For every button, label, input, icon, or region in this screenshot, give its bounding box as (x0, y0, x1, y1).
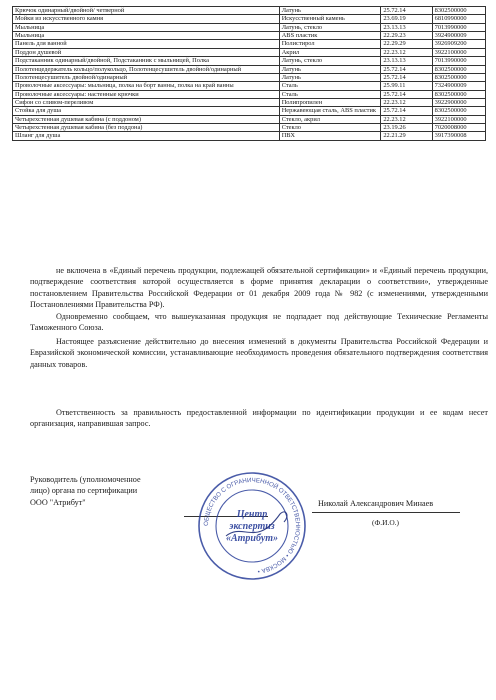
tnved-code-cell: 3922100000 (432, 48, 485, 56)
material-cell: Стекло (279, 124, 381, 132)
material-cell: Сталь (279, 82, 381, 90)
tnved-code-cell: 7013990000 (432, 23, 485, 31)
table-row (13, 23, 486, 31)
okpd-code-cell: 25.99.11 (381, 82, 432, 90)
okpd-code-cell: 22.29.29 (381, 40, 432, 48)
product-name-cell: Шланг для душа (13, 132, 280, 140)
material-cell: Полистирол (279, 40, 381, 48)
products-table (12, 6, 486, 141)
tnved-code-cell: 8302500000 (432, 73, 485, 81)
tnved-code-cell: 7020008000 (432, 124, 485, 132)
product-name-cell: Четырехстенная душевая кабина (с поддоном) (13, 115, 280, 123)
fio-caption: (Ф.И.О.) (372, 518, 399, 527)
name-underline (312, 512, 460, 513)
material-cell: Стекло, акрил (279, 115, 381, 123)
okpd-code-cell: 23.19.26 (381, 124, 432, 132)
product-name-cell: Поддон душевой (13, 48, 280, 56)
material-cell: Акрил (279, 48, 381, 56)
paragraph-validity: Настоящее разъяснение действительно до внесения изменений в документы Правительства Российской Федерации и Евразийской экономической комиссии, устанавливающие необходимость проведения обязательного подтверждения соответствия данных товаров. (30, 337, 488, 369)
stamp-center-text: «Атрибут» (225, 533, 279, 544)
product-name-cell: Сифон со сливом-переливом (13, 98, 280, 106)
signatory-name: Николай Александрович Минаев (318, 499, 434, 508)
okpd-code-cell: 22.29.23 (381, 32, 432, 40)
tnved-code-cell: 3917390008 (432, 132, 485, 140)
tnved-code-cell: 7324900009 (432, 82, 485, 90)
product-name-cell: Панель для ванной (13, 40, 280, 48)
table-row (13, 115, 486, 123)
stamp-center-text: Центр (236, 509, 268, 520)
tnved-code-cell: 6810990000 (432, 15, 485, 23)
material-cell: Латунь, стекло (279, 57, 381, 65)
okpd-code-cell: 25.72.14 (381, 90, 432, 98)
table-row (13, 7, 486, 15)
product-name-cell: Мойки из искусственного камня (13, 15, 280, 23)
stamp-ring-text: ОБЩЕСТВО С ОГРАНИЧЕННОЙ ОТВЕТСТВЕННОСТЬЮ • МОСКВА • (202, 476, 302, 575)
material-cell: Латунь (279, 73, 381, 81)
table-row (13, 57, 486, 65)
product-name-cell: Проволочные аксессуары: мыльница, полка на борт ванны, полка на край ванны (13, 82, 280, 90)
table-row (13, 73, 486, 81)
material-cell: Полипропилен (279, 98, 381, 106)
tnved-code-cell: 8302500000 (432, 65, 485, 73)
table-row (13, 15, 486, 23)
stamp-center-text: экспертиз (229, 521, 275, 532)
okpd-code-cell: 25.72.14 (381, 73, 432, 81)
tnved-code-cell: 3926909200 (432, 40, 485, 48)
okpd-code-cell: 22.23.12 (381, 115, 432, 123)
signatory-role-line: лицо) органа по сертификации (30, 486, 138, 496)
organization-stamp (196, 470, 308, 582)
paragraph-tech-regulations: Одновременно сообщаем, что вышеуказанная продукция не подпадает под действующие Технические Регламенты Таможенного Союза. (30, 312, 488, 333)
product-name-cell: Полотенцесушитель двойной/одинарный (13, 73, 280, 81)
material-cell: Латунь (279, 7, 381, 15)
product-name-cell: Подстаканник одинарный/двойной, Подстаканник с мыльницей, Полка (13, 57, 280, 65)
tnved-code-cell: 3922900000 (432, 98, 485, 106)
product-name-cell: Мыльница (13, 32, 280, 40)
material-cell: Нержавеющая сталь, ABS пластик (279, 107, 381, 115)
table-row (13, 82, 486, 90)
table-row (13, 132, 486, 140)
table-row (13, 90, 486, 98)
table-row (13, 98, 486, 106)
material-cell: Искусственный камень (279, 15, 381, 23)
material-cell: Латунь, стекло (279, 23, 381, 31)
tnved-code-cell: 8302500000 (432, 107, 485, 115)
product-name-cell: Стойка для душа (13, 107, 280, 115)
okpd-code-cell: 23.13.13 (381, 57, 432, 65)
tnved-code-cell: 3922100000 (432, 115, 485, 123)
material-cell: Сталь (279, 90, 381, 98)
okpd-code-cell: 22.21.29 (381, 132, 432, 140)
okpd-code-cell: 23.69.19 (381, 15, 432, 23)
tnved-code-cell: 3924900009 (432, 32, 485, 40)
signatory-org: ООО "Атрибут" (30, 497, 86, 507)
material-cell: Латунь (279, 65, 381, 73)
product-name-cell: Проволочные аксессуары: настенные крючки (13, 90, 280, 98)
okpd-code-cell: 22.23.12 (381, 98, 432, 106)
material-cell: ПВХ (279, 132, 381, 140)
okpd-code-cell: 22.23.12 (381, 48, 432, 56)
material-cell: ABS пластик (279, 32, 381, 40)
okpd-code-cell: 25.72.14 (381, 65, 432, 73)
table-row (13, 48, 486, 56)
okpd-code-cell: 23.13.13 (381, 23, 432, 31)
table-row (13, 40, 486, 48)
table-row (13, 65, 486, 73)
signatory-role (30, 474, 220, 508)
tnved-code-cell: 8302500000 (432, 90, 485, 98)
table-row (13, 124, 486, 132)
okpd-code-cell: 25.72.14 (381, 107, 432, 115)
okpd-code-cell: 25.72.14 (381, 7, 432, 15)
paragraph-exclusion: не включена в «Единый перечень продукции, подлежащей обязательной сертификации» и «Единый перечень продукции, подтверждение соответствия которой осуществляется в форме принятия декларации о соответствии», утвержденные постановлением Правительства Российской Федерации от 01 декабря 2009 года № 982 (с изменениями, утвержденными Постановлениями Правительства РФ). (30, 266, 488, 309)
paragraph-responsibility: Ответственность за правильность предоставленной информации по идентификации продукции и ее кодам несет организация, направившая запрос. (30, 408, 488, 429)
table-row (13, 32, 486, 40)
product-name-cell: Полотенцедержатель кольцо/полукольцо, Полотенцесушитель двойной/одинарный (13, 65, 280, 73)
signatory-role-line: Руководитель (уполномоченное (30, 475, 141, 484)
product-name-cell: Четырехстенная душевая кабина (без поддона) (13, 124, 280, 132)
table-row (13, 107, 486, 115)
product-name-cell: Мыльница (13, 23, 280, 31)
tnved-code-cell: 7013990000 (432, 57, 485, 65)
product-name-cell: Крючок одинарный/двойной/ четверной (13, 7, 280, 15)
tnved-code-cell: 8302500000 (432, 7, 485, 15)
